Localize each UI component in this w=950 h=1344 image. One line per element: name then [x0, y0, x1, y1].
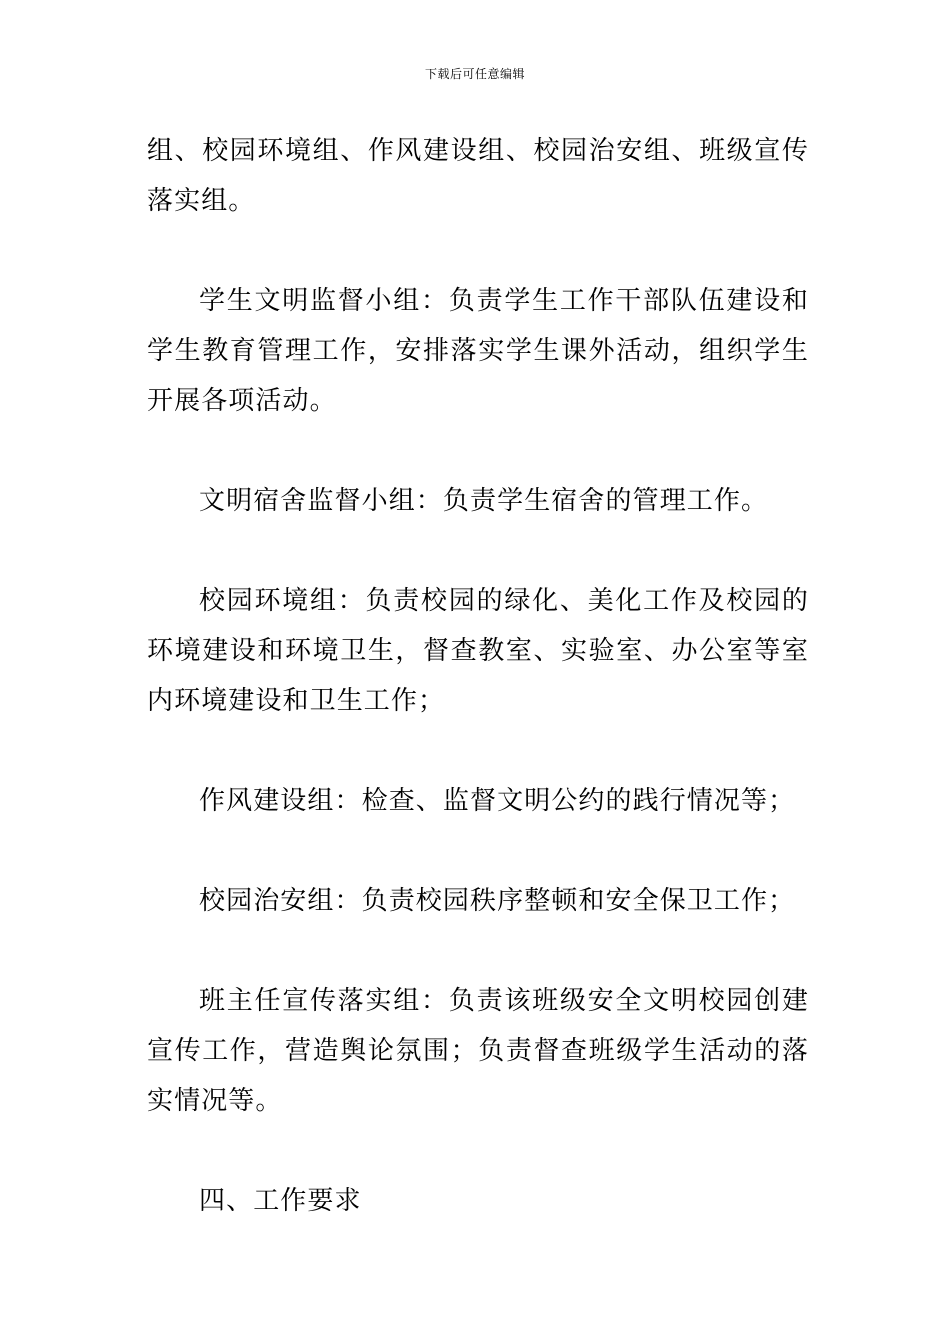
document-body — [147, 126, 809, 1226]
paragraph-continuation: 组、校园环境组、作风建设组、校园治安组、班级宣传落实组。 — [147, 136, 809, 216]
paragraph-student-supervision: 学生文明监督小组：负责学生工作干部队伍建设和学生教育管理工作，安排落实学生课外活动，组织学生开展各项活动。 — [147, 286, 809, 416]
paragraph-campus-security: 校园治安组：负责校园秩序整顿和安全保卫工作； — [199, 886, 796, 916]
paragraph-class-publicity: 班主任宣传落实组：负责该班级安全文明校园创建宣传工作，营造舆论氛围；负责督查班级学生活动的落实情况等。 — [147, 986, 809, 1116]
paragraph-conduct-building: 作风建设组：检查、监督文明公约的践行情况等； — [199, 786, 796, 816]
paragraph-dormitory-supervision: 文明宿舍监督小组：负责学生宿舍的管理工作。 — [199, 486, 769, 516]
paragraph-campus-environment: 校园环境组：负责校园的绿化、美化工作及校园的环境建设和环境卫生，督查教室、实验室、办公室等室内环境建设和卫生工作； — [147, 586, 809, 716]
section-heading-work-requirements: 四、工作要求 — [199, 1186, 362, 1216]
page-header: 下载后可任意编辑 — [424, 67, 525, 81]
